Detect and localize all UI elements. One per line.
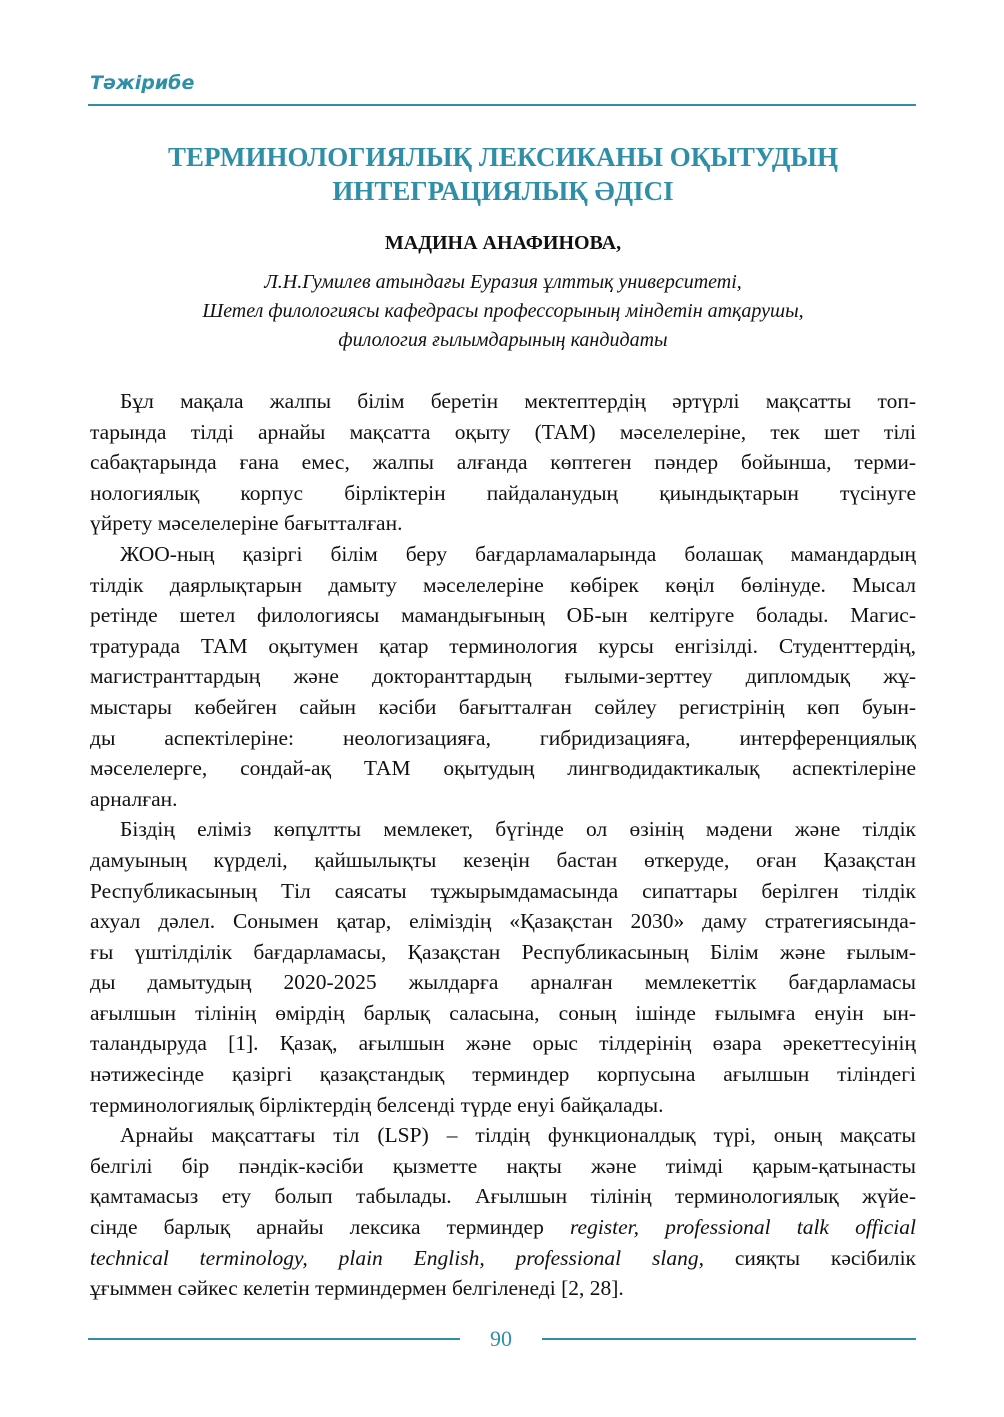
text-line: ұғыммен сәйкес келетін терминдермен белгіленеді [2, 28]. xyxy=(90,1276,624,1301)
text-line: ахуал дәлел. Сонымен қатар, еліміздің «Қазақстан 2030» даму стратегиясында- xyxy=(90,909,916,934)
text-line: сабақтарында ғана емес, жалпы алғанда көптеген пәндер бойынша, терми- xyxy=(90,450,916,475)
text-line: мәселелерге, сондай-ақ ТАМ оқытудың лингводидактикалық аспектілеріне xyxy=(90,756,916,781)
text-line xyxy=(90,1243,916,1274)
text-line: ағылшын тілінің өмірдің барлық саласына, соның ішінде ғылымға енуін ын- xyxy=(90,1000,916,1025)
text-line: нәтижесінде қазіргі қазақстандық терминдер корпусына ағылшын тіліндегі xyxy=(90,1062,916,1087)
text-line: тарында тілді арнайы мақсатта оқыту (ТАМ) мәселелеріне, тек шет тілі xyxy=(90,419,916,444)
header-divider xyxy=(88,104,916,106)
text-line: ды дамытудың 2020-2025 жылдарға арналған мемлекеттік бағдарламасы xyxy=(90,970,916,995)
text-line: ретінде шетел филологиясы мамандығының ОБ-ын келтіруге болады. Магис- xyxy=(90,603,916,628)
text-line: Біздің еліміз көпұлтты мемлекет, бүгінде ол өзінің мәдени және тілдік xyxy=(120,817,916,842)
affiliation-line: Л.Н.Гумилев атындағы Еуразия ұлттық университеті, xyxy=(264,271,742,293)
footer-divider-right xyxy=(542,1338,916,1340)
text-line: тілдік даярлықтарын дамыту мәселелеріне көбірек көңіл бөлінуде. Мысал xyxy=(90,572,916,597)
footer-divider-left xyxy=(88,1338,460,1340)
text-line: белгілі бір пәндік-кәсіби қызметте нақты және тиімді қарым-қатынасты xyxy=(90,1153,916,1178)
author-affiliation xyxy=(90,268,916,355)
article-body xyxy=(90,386,916,1304)
section-label: Тәжірибе xyxy=(90,72,195,94)
text-line: үйрету мәселелеріне бағытталған. xyxy=(90,511,403,536)
text-line: таландыруда [1]. Қазақ, ағылшын және орыс тілдерінің өзара әрекеттесуінің xyxy=(90,1031,916,1056)
text-line: Арнайы мақсаттағы тіл (LSP) – тілдің функционалдық түрі, оның мақсаты xyxy=(120,1123,916,1148)
text-line: Бұл мақала жалпы білім беретін мектептердің әртүрлі мақсатты топ- xyxy=(120,389,916,413)
article-title xyxy=(90,140,916,208)
text-line: дамуының күрделі, қайшылықты кезеңін бастан өткеруде, оған Қазақстан xyxy=(90,847,916,872)
text-line: ЖОО-ның қазіргі білім беру бағдарламаларында болашақ мамандардың xyxy=(120,541,916,566)
author-name: МАДИНА АНАФИНОВА, xyxy=(384,232,622,254)
paragraph xyxy=(90,539,916,814)
text-line: арналған. xyxy=(90,786,178,811)
affiliation-line: Шетел филологиясы кафедрасы профессорының міндетін атқарушы, xyxy=(202,300,804,322)
title-line: ИНТЕГРАЦИЯЛЫҚ ӘДІСІ xyxy=(332,176,674,206)
text-line: тратурада ТАМ оқытумен қатар терминология курсы енгізілді. Студенттердің, xyxy=(90,633,916,658)
text-line: Республикасының Тіл саясаты тұжырымдамасында сипаттары берілген тілдік xyxy=(90,878,916,903)
text-segment: сияқты кәсібилік xyxy=(703,1245,916,1270)
paragraph xyxy=(90,1120,916,1304)
text-line xyxy=(90,1212,916,1243)
text-line: ды аспектілеріне: неологизацияға, гибридизацияға, интерференциялық xyxy=(90,725,916,750)
italic-term-segment: register, professional talk official xyxy=(569,1215,916,1240)
text-segment: сінде барлық арнайы лексика терминдер xyxy=(90,1215,570,1240)
text-line: нологиялық корпус бірліктерін пайдаланудың қиындықтарын түсінуге xyxy=(90,480,916,505)
page-number: 90 xyxy=(490,1326,512,1351)
italic-term-segment: technical terminology, plain English, professional slang, xyxy=(90,1245,704,1270)
title-line: ТЕРМИНОЛОГИЯЛЫҚ ЛЕКСИКАНЫ ОҚЫТУДЫҢ xyxy=(167,142,839,172)
text-line: қамтамасыз ету болып табылады. Ағылшын тілінің терминологиялық жүйе- xyxy=(90,1184,916,1209)
text-line: ғы үштілділік бағдарламасы, Қазақстан Республикасының Білім және ғылым- xyxy=(90,939,916,964)
text-line: терминологиялық бірліктердің белсенді түрде енуі байқалады. xyxy=(90,1092,664,1117)
paragraph xyxy=(90,386,916,539)
paragraph xyxy=(90,814,916,1120)
affiliation-line: филология ғылымдарының кандидаты xyxy=(338,329,668,351)
text-line: мыстары көбейген сайын кәсіби бағытталған сөйлеу регистрінің көп буын- xyxy=(90,694,916,719)
text-line: магистранттардың және докторанттардың ғылыми-зерттеу дипломдық жұ- xyxy=(90,664,916,689)
